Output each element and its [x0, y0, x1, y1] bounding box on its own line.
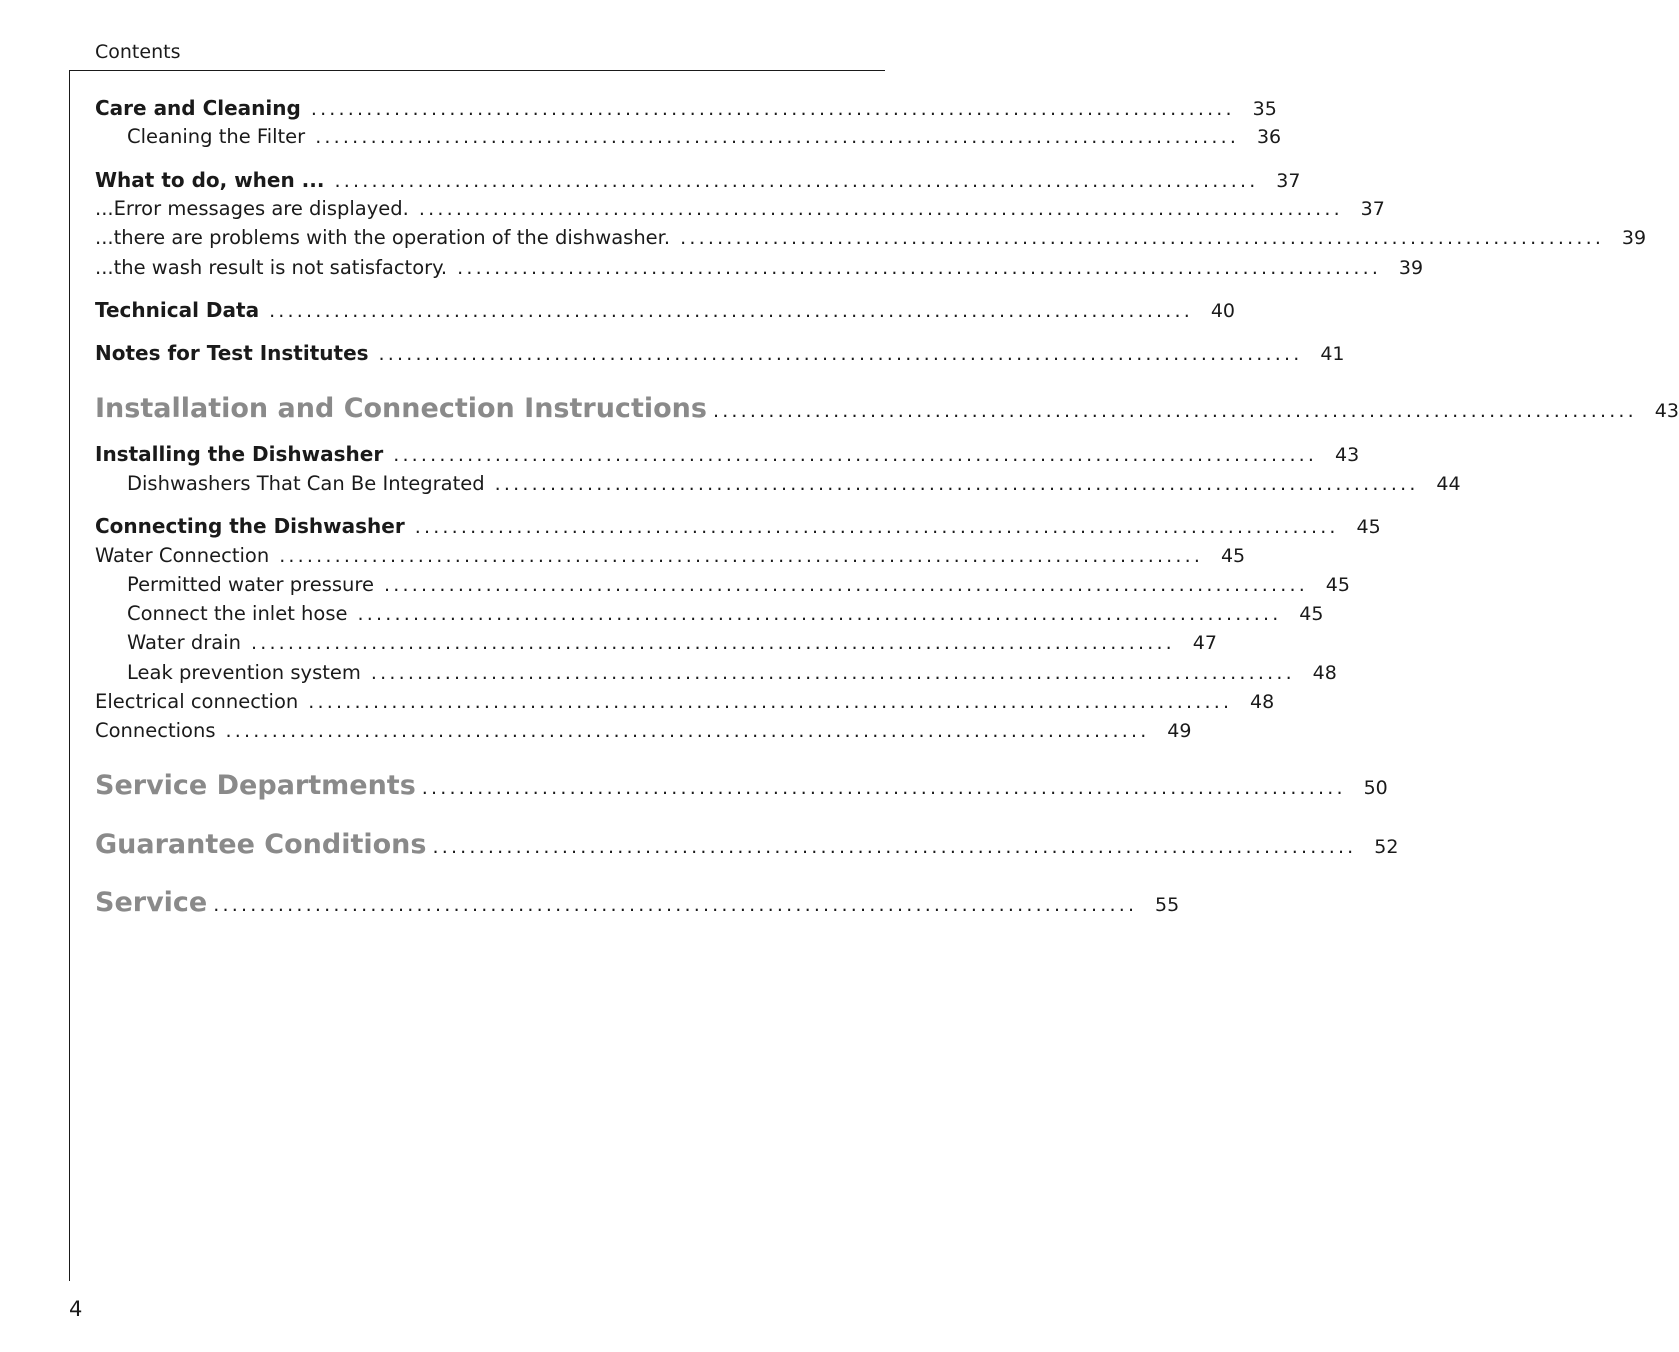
toc-entry-page: 48	[1250, 691, 1275, 713]
toc-entry[interactable]	[95, 442, 1360, 466]
toc-entry-page: 52	[1374, 836, 1399, 858]
toc-entry-page: 45	[1356, 516, 1381, 538]
toc-entry[interactable]	[95, 573, 1350, 596]
toc-entry-page: 49	[1167, 720, 1192, 742]
margin-rule	[69, 70, 70, 1281]
toc-entry[interactable]	[95, 125, 1282, 148]
toc-entry-title: Cleaning the Filter	[127, 125, 306, 148]
toc-leader-dots: ....................................................................................................	[269, 300, 1194, 322]
toc-section-heading[interactable]	[95, 393, 1679, 424]
toc-entry[interactable]	[95, 544, 1246, 567]
toc-entry-title: Water drain	[127, 631, 241, 654]
toc-entry-page: 37	[1360, 198, 1385, 220]
toc-entry[interactable]	[95, 514, 1381, 538]
toc-entry-page: 48	[1312, 662, 1337, 684]
toc-entry-page: 39	[1398, 257, 1424, 279]
toc-entry-title: ...there are problems with the operation of the dishwasher.	[95, 226, 671, 249]
toc-entry-title: Installation and Connection Instructions	[95, 393, 707, 424]
toc-entry-title: Permitted water pressure	[127, 573, 374, 596]
toc-entry[interactable]	[95, 661, 1337, 684]
running-header: Contents	[95, 41, 181, 63]
toc-leader-dots: ....................................................................................................	[279, 545, 1204, 567]
toc-entry[interactable]	[95, 690, 1275, 713]
toc-leader-dots: ....................................................................................................	[250, 632, 1175, 654]
toc-entry-title: Service	[95, 887, 208, 918]
toc-entry-title: Technical Data	[95, 298, 260, 322]
toc-leader-dots: ....................................................................................................	[418, 198, 1343, 220]
toc-leader-dots: ....................................................................................................	[384, 574, 1308, 596]
toc-leader-dots: ....................................................................................................	[414, 516, 1339, 538]
toc-leader-dots: ....................................................................................................	[393, 444, 1318, 466]
toc-entry-title: Leak prevention system	[127, 661, 361, 684]
toc-entry[interactable]	[95, 472, 1461, 495]
toc-entry-title: Connections	[95, 719, 216, 742]
toc-entry-page: 35	[1252, 98, 1277, 120]
toc-entry-page: 40	[1210, 300, 1236, 322]
toc-entry-title: Electrical connection	[95, 690, 299, 713]
toc-leader-dots: ....................................................................................................	[334, 170, 1259, 192]
toc-entry[interactable]	[95, 719, 1192, 742]
toc-leader-dots: ....................................................................................................	[357, 603, 1282, 625]
toc-entry-title: ...the wash result is not satisfactory.	[95, 256, 448, 279]
toc-leader-dots: ....................................................................................................	[432, 836, 1357, 858]
toc-leader-dots: ....................................................................................................	[712, 400, 1637, 422]
toc-entry-page: 41	[1320, 343, 1345, 365]
toc-entry-page: 37	[1276, 170, 1301, 192]
toc-entry-page: 39	[1621, 227, 1647, 249]
toc-entry-title: What to do, when ...	[95, 168, 325, 192]
toc-leader-dots: ....................................................................................................	[225, 720, 1150, 742]
page-number: 4	[69, 1297, 83, 1321]
toc-entry-page: 36	[1256, 126, 1282, 148]
toc-entry-page: 43	[1334, 444, 1360, 466]
toc-leader-dots: ....................................................................................................	[378, 343, 1303, 365]
toc-entry[interactable]	[95, 168, 1301, 192]
toc-section-heading[interactable]	[95, 887, 1180, 918]
toc-entry[interactable]	[95, 226, 1647, 249]
toc-entry-title: Care and Cleaning	[95, 96, 301, 120]
toc-entry-title: Water Connection	[95, 544, 270, 567]
toc-entry-title: Connecting the Dishwasher	[95, 514, 405, 538]
toc-entry[interactable]	[95, 256, 1424, 279]
toc-entry-page: 45	[1299, 603, 1324, 625]
toc-entry-title: Guarantee Conditions	[95, 829, 427, 860]
toc-entry[interactable]	[95, 96, 1277, 120]
toc-entry-title: Installing the Dishwasher	[95, 442, 384, 466]
toc-entry-page: 45	[1220, 545, 1246, 567]
toc-leader-dots: ....................................................................................................	[494, 473, 1419, 495]
toc-entry[interactable]	[95, 298, 1236, 322]
toc-entry[interactable]	[95, 341, 1345, 365]
toc-leader-dots: ....................................................................................................	[457, 257, 1382, 279]
toc-entry-page: 45	[1325, 574, 1350, 596]
toc-entry[interactable]	[95, 631, 1217, 654]
toc-entry-page: 50	[1363, 777, 1388, 799]
toc-leader-dots: ....................................................................................................	[213, 894, 1138, 916]
toc-leader-dots: ....................................................................................................	[370, 662, 1295, 684]
toc-leader-dots: ....................................................................................................	[310, 98, 1235, 120]
toc-entry-page: 44	[1436, 473, 1461, 495]
toc-entry-title: Service Departments	[95, 770, 416, 801]
toc-leader-dots: ....................................................................................................	[308, 691, 1233, 713]
toc-entry[interactable]	[95, 602, 1324, 625]
table-of-contents	[95, 0, 1679, 1352]
toc-section-heading[interactable]	[95, 770, 1388, 801]
toc-entry-page: 43	[1654, 400, 1679, 422]
toc-leader-dots: ....................................................................................................	[680, 227, 1605, 249]
toc-leader-dots: ....................................................................................................	[421, 777, 1346, 799]
toc-section-heading[interactable]	[95, 829, 1399, 860]
toc-entry-title: Notes for Test Institutes	[95, 341, 369, 365]
toc-entry-page: 55	[1155, 894, 1180, 916]
toc-entry-title: Connect the inlet hose	[127, 602, 348, 625]
toc-entry-page: 47	[1192, 632, 1217, 654]
toc-entry-title: ...Error messages are displayed.	[95, 197, 409, 220]
toc-entry[interactable]	[95, 197, 1385, 220]
toc-leader-dots: ....................................................................................................	[315, 126, 1240, 148]
toc-entry-title: Dishwashers That Can Be Integrated	[127, 472, 485, 495]
